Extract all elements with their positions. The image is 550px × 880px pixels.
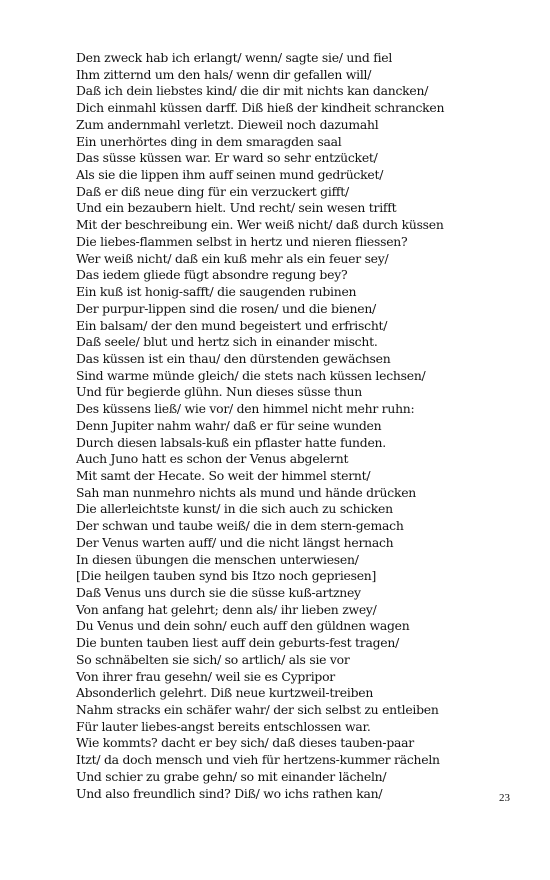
poem-line: Und also freundlich sind? Diß/ wo ichs rathen kan/	[76, 785, 383, 801]
poem-line: Das iedem gliede fügt absondre regung bey?	[76, 267, 348, 283]
poem-line: Zum andernmahl verletzt. Dieweil noch dazumahl	[76, 116, 379, 132]
poem-line: Ein unerhörtes ding in dem smaragden saal	[76, 133, 342, 149]
poem-line: Von anfang hat gelehrt; denn als/ ihr lieben zwey/	[76, 601, 377, 617]
poem-line: Die bunten tauben liest auff dein geburts-fest tragen/	[76, 635, 400, 651]
poem-line: Ein balsam/ der den mund begeistert und erfrischt/	[76, 317, 388, 333]
poem-line: [Die heilgen tauben synd bis Itzo noch gepriesen]	[76, 568, 377, 584]
poem-line: Auch Juno hatt es schon der Venus abgelernt	[76, 451, 349, 467]
poem-line: Wer weiß nicht/ daß ein kuß mehr als ein feuer sey/	[76, 250, 389, 266]
poem-line: Dich einmahl küssen darff. Diß hieß der kindheit schrancken	[76, 100, 445, 116]
poem-line: Als sie die lippen ihm auff seinen mund gedrücket/	[76, 167, 384, 183]
poem-line: Der Venus warten auff/ und die nicht längst hernach	[76, 534, 394, 550]
poem-line: Die allerleichtste kunst/ in die sich auch zu schicken	[76, 501, 393, 517]
poem-line: Die liebes-flammen selbst in hertz und nieren fliessen?	[76, 233, 408, 249]
poem-line: Für lauter liebes-angst bereits entschlossen war.	[76, 718, 371, 734]
poem-line: Wie kommts? dacht er bey sich/ daß dieses tauben-paar	[76, 735, 414, 751]
poem-line: Durch diesen labsals-kuß ein pflaster hatte funden.	[76, 434, 386, 450]
page-number: 23	[499, 792, 510, 804]
poem-line: Das küssen ist ein thau/ den dürstenden gewächsen	[76, 350, 391, 366]
poem-line: Des küssens ließ/ wie vor/ den himmel nicht mehr ruhn:	[76, 401, 415, 417]
poem-line: Den zweck hab ich erlangt/ wenn/ sagte sie/ und fiel	[76, 50, 393, 65]
poem-line: Nahm stracks ein schäfer wahr/ der sich selbst zu entleiben	[76, 702, 439, 718]
poem-line: Und für begierde glühn. Nun dieses süsse thun	[76, 384, 363, 400]
poem-line: Daß ich dein liebstes kind/ die dir mit nichts kan dancken/	[76, 83, 429, 99]
poem-line: Mit der beschreibung ein. Wer weiß nicht/ daß durch küssen	[76, 217, 444, 233]
poem-line: Du Venus und dein sohn/ euch auff den güldnen wagen	[76, 618, 410, 634]
poem-line: Das süsse küssen war. Er ward so sehr entzücket/	[76, 150, 378, 166]
poem-line: Ein kuß ist honig-safft/ die saugenden rubinen	[76, 284, 357, 300]
poem-text-block	[76, 50, 476, 802]
poem-line: Und ein bezaubern hielt. Und recht/ sein wesen trifft	[76, 200, 397, 216]
poem-line: Und schier zu grabe gehn/ so mit einander lächeln/	[76, 768, 387, 784]
poem-line: Mit samt der Hecate. So weit der himmel sternt/	[76, 467, 371, 483]
poem-line: Von ihrer frau gesehn/ weil sie es Cypripor	[76, 668, 335, 684]
poem-line: Itzt/ da doch mensch und vieh für hertzens-kummer rächeln	[76, 752, 440, 768]
poem-line: Denn Jupiter nahm wahr/ daß er für seine wunden	[76, 417, 382, 433]
poem-line: Sah man nunmehro nichts als mund und hände drücken	[76, 484, 417, 500]
poem-line: Der schwan und taube weiß/ die in dem stern-gemach	[76, 518, 404, 534]
poem-line: Ihm zitternd um den hals/ wenn dir gefallen will/	[76, 66, 372, 82]
poem-line: Daß er diß neue ding für ein verzuckert gifft/	[76, 183, 349, 199]
poem-line: Daß seele/ blut und hertz sich in einander mischt.	[76, 334, 378, 350]
poem-line: So schnäbelten sie sich/ so artlich/ als sie vor	[76, 651, 350, 667]
poem-line: Der purpur-lippen sind die rosen/ und die bienen/	[76, 300, 376, 316]
poem-line: Absonderlich gelehrt. Diß neue kurtzweil-treiben	[76, 685, 374, 701]
poem-line: Daß Venus uns durch sie die süsse kuß-artzney	[76, 585, 361, 600]
poem-line: In diesen übungen die menschen unterwiesen/	[76, 551, 359, 567]
poem-line: Sind warme münde gleich/ die stets nach küssen lechsen/	[76, 367, 426, 383]
